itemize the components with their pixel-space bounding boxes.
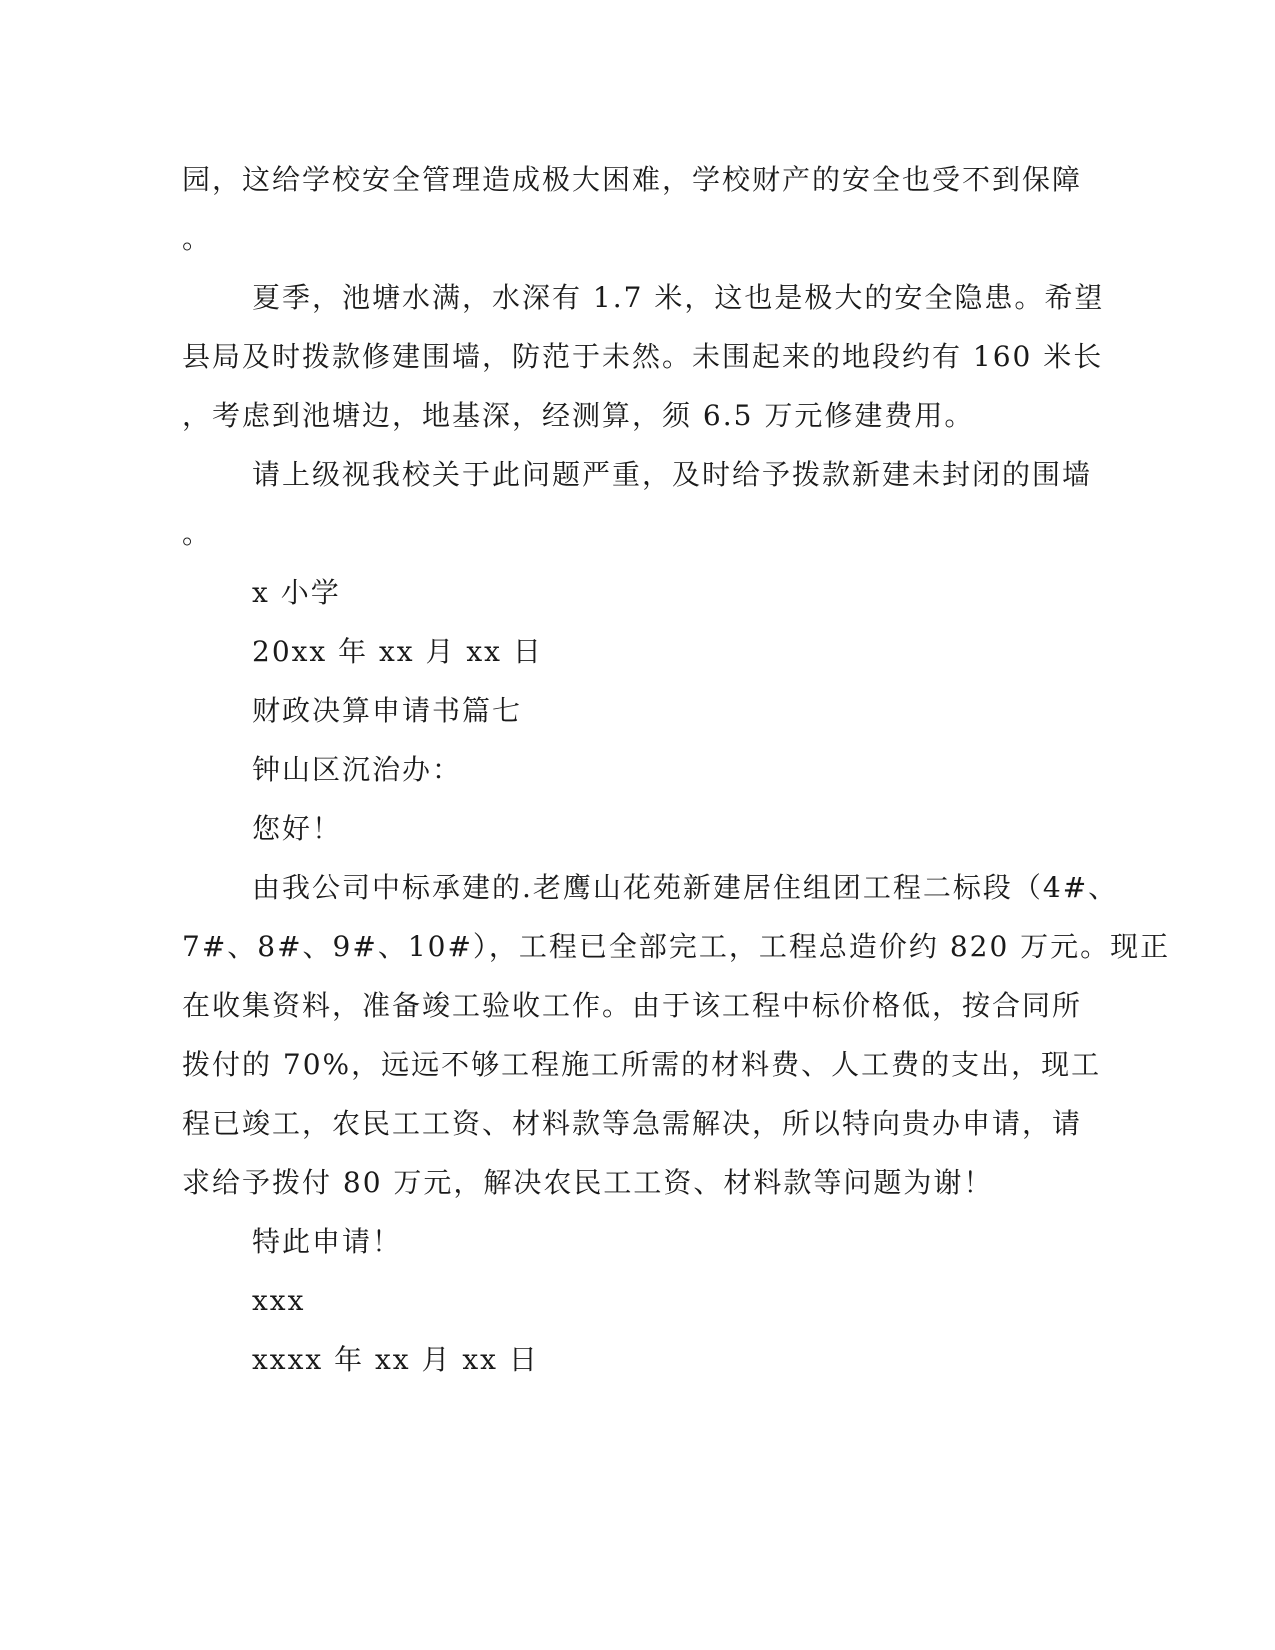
closing-line: 特此申请！ [252,1225,403,1258]
signature-school: x 小学 [252,576,341,609]
greeting-line: 您好！ [252,812,343,845]
text-line-13: 由我公司中标承建的.老鹰山花苑新建居住组团工程二标段（4#、 [252,871,1119,904]
text-line-15: 在收集资料，准备竣工验收工作。由于该工程中标价格低，按合同所 [182,989,1083,1022]
date-line-2: xxxx 年 xx 月 xx 日 [252,1343,539,1376]
text-line-5: ，考虑到池塘边，地基深，经测算，须 6.5 万元修建费用。 [182,399,975,432]
text-line-16: 拨付的 70%，远远不够工程施工所需的材料费、人工费的支出，现工 [182,1048,1102,1081]
text-line-1: 园，这给学校安全管理造成极大困难，学校财产的安全也受不到保障 [182,163,1083,196]
text-line-6: 请上级视我校关于此问题严重，及时给予拨款新建未封闭的围墙 [252,458,1093,491]
section-heading: 财政决算申请书篇七 [252,694,523,727]
text-line-3: 夏季，池塘水满，水深有 1.7 米，这也是极大的安全隐患。希望 [252,281,1105,314]
text-line-14: 7#、8#、9#、10#），工程已全部完工，工程总造价约 820 万元。现正 [182,930,1171,963]
signature-name: xxx [252,1284,306,1317]
text-line-4: 县局及时拨款修建围墙，防范于未然。未围起来的地段约有 160 米长 [182,340,1104,373]
text-line-17: 程已竣工，农民工工资、材料款等急需解决，所以特向贵办申请，请 [182,1107,1083,1140]
text-line-7: 。 [182,517,213,550]
recipient-line: 钟山区沉治办： [252,753,463,786]
text-line-18: 求给予拨付 80 万元，解决农民工工资、材料款等问题为谢！ [182,1166,994,1199]
text-line-2: 。 [182,222,213,255]
date-line-1: 20xx 年 xx 月 xx 日 [252,635,543,668]
